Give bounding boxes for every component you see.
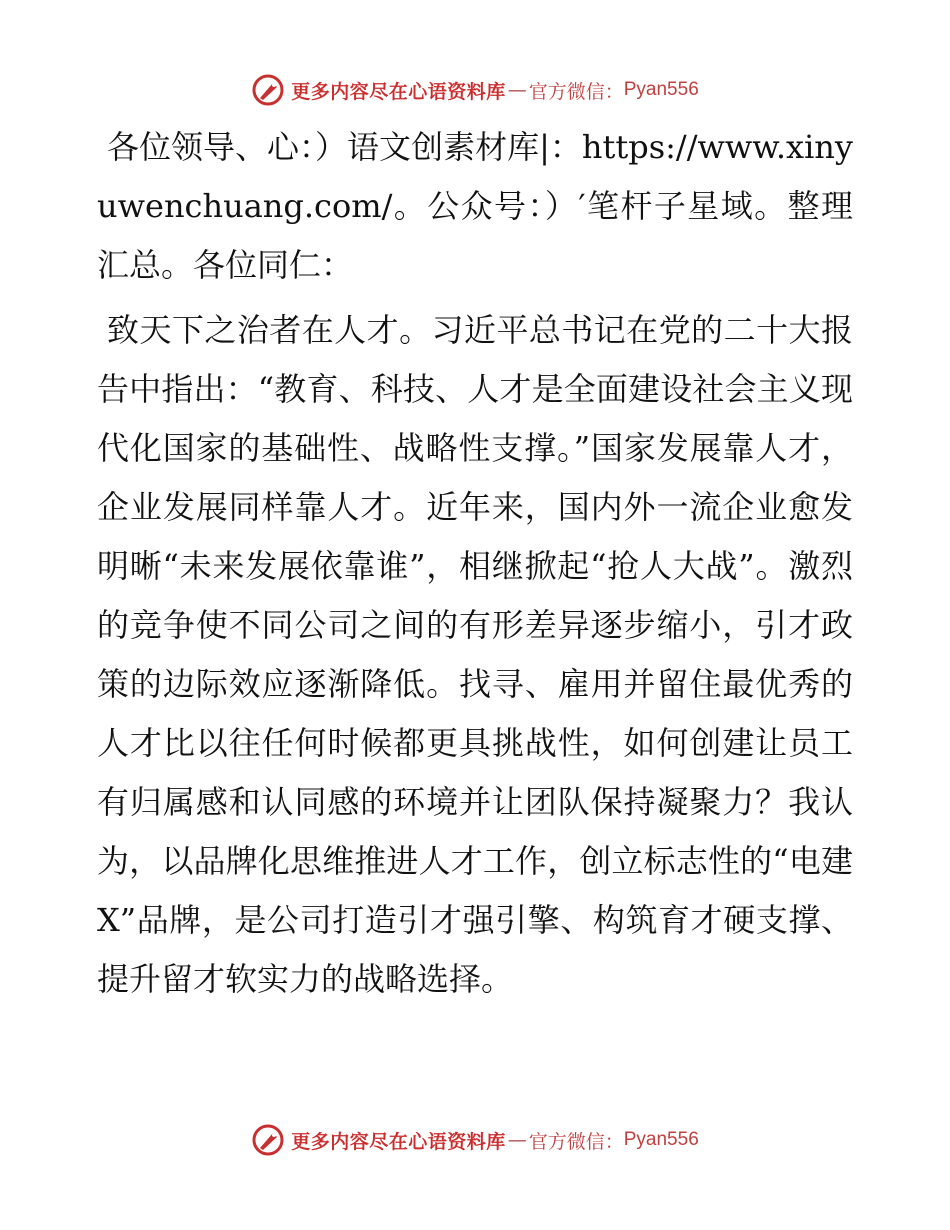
watermark-separator: — — [507, 79, 527, 101]
watermark-sub-text: 官方微信： — [528, 1130, 624, 1153]
document-body — [97, 118, 853, 1009]
watermark-main-text: 更多内容尽在心语资料库 — [291, 1130, 506, 1153]
pen-nib-seal-icon — [251, 73, 285, 107]
watermark-sub-text: 官方微信： — [528, 80, 624, 103]
watermark-wechat-id: Pyan556 — [623, 1129, 699, 1150]
watermark-main-text: 更多内容尽在心语资料库 — [291, 80, 506, 103]
opening-paragraph: 各位领导、心：）语文创素材库|：https://www.xinyuwenchuang.com/。公众号：）′笔杆子星域。整理汇总。各位同仁： — [97, 128, 853, 284]
main-paragraph: 致天下之治者在人才。习近平总书记在党的二十大报告中指出：“教育、科技、人才是全面建设社会主义现代化国家的基础性、战略性支撑。”国家发展靠人才，企业发展同样靠人才。近年来，国内外一流企业愈发明晰“未来发展依靠谁”，相继掀起“抢人大战”。激烈的竞争使不同公司之间的有形差异逐步缩小，引才政策的边际效应逐渐降低。找寻、雇用并留住最优秀的人才比以往任何时候都更具挑战性，如何创建让员工有归属感和认同感的环境并让团队保持凝聚力？我认为，以品牌化思维推进人才工作，创立标志性的“电建X”品牌，是公司打造引才强引擎、构筑育才硬支撑、提升留才软实力的战略选择。 — [97, 311, 853, 998]
header-watermark — [0, 70, 950, 110]
pen-nib-seal-icon — [251, 1123, 285, 1157]
watermark-separator: — — [507, 1129, 527, 1151]
watermark-wechat-id: Pyan556 — [623, 79, 699, 100]
footer-watermark — [0, 1120, 950, 1160]
